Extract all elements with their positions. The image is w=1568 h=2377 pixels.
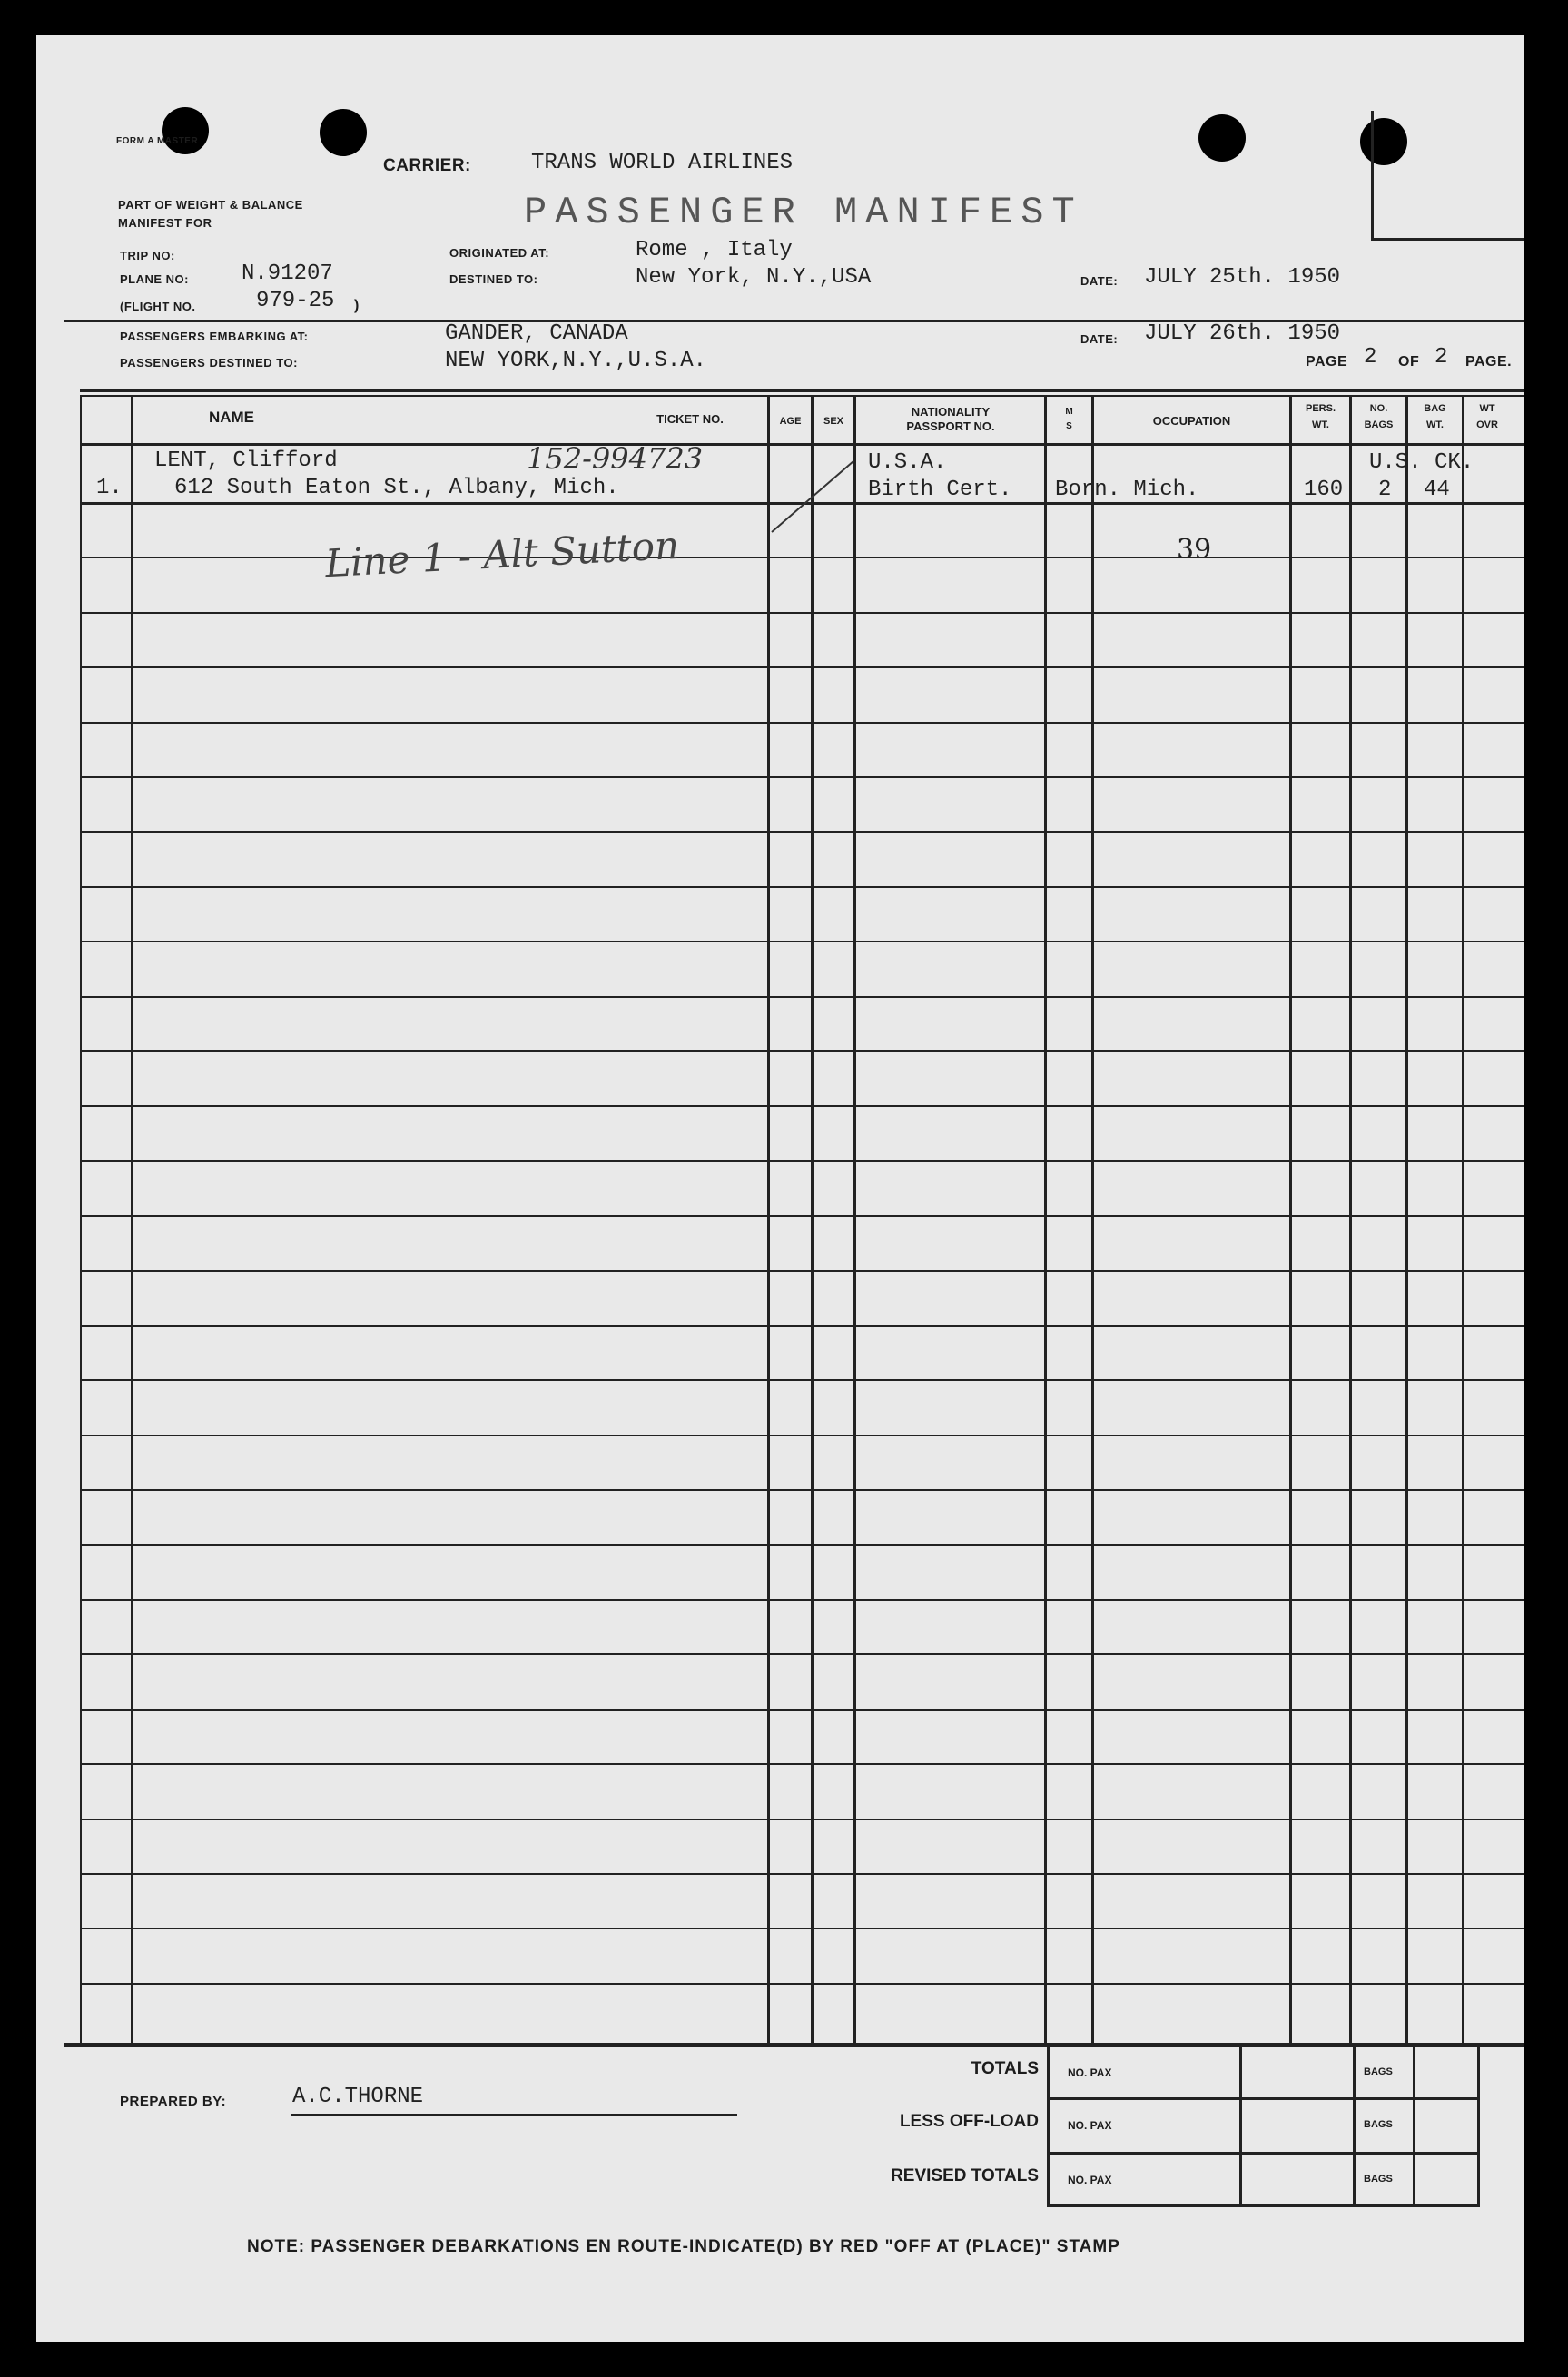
ticket-number: 152-994723 [527, 441, 704, 476]
occupation-value: Born. Mich. [1055, 478, 1199, 502]
col-header-pers: PERS. [1305, 403, 1336, 414]
no-pax-label: NO. PAX [1068, 2174, 1112, 2186]
passenger-address: 612 South Eaton St., Albany, Mich. [174, 476, 619, 500]
header-row-bottom [80, 443, 1524, 446]
bag-wt-value: 44 [1424, 478, 1450, 502]
col-header-age: AGE [779, 416, 802, 427]
page-suffix-label: PAGE. [1465, 354, 1513, 370]
table-row-line [80, 1819, 1524, 1820]
table-row-line [80, 1379, 1524, 1381]
totals-row-line [1047, 2204, 1480, 2207]
table-row-line [80, 1763, 1524, 1765]
col-divider [1349, 395, 1352, 2043]
table-row-line [80, 1270, 1524, 1272]
flight-value: 979-25 [256, 289, 335, 313]
col-header-bags: NO. [1369, 403, 1388, 414]
carrier-value: TRANS WORLD AIRLINES [531, 151, 794, 175]
table-row-line [80, 722, 1524, 724]
table-row-line [80, 886, 1524, 888]
col-header-passport: PASSPORT NO. [906, 419, 995, 433]
nationality-value: U.S.A. [868, 450, 947, 475]
table-row-line [80, 1599, 1524, 1601]
col-divider [811, 395, 814, 2043]
col-header-ticket: TICKET NO. [656, 412, 724, 426]
col-divider [767, 395, 770, 2043]
plane-label: PLANE NO: [120, 272, 189, 286]
totals-divider [1047, 2043, 1050, 2206]
part-of-label: PART OF WEIGHT & BALANCE [118, 198, 303, 212]
col-divider [1289, 395, 1292, 2043]
col-header-wtovr-2: OVR [1476, 419, 1498, 430]
passport-value: Birth Cert. [868, 478, 1012, 502]
carrier-label: CARRIER: [383, 156, 471, 175]
embarking-label: PASSENGERS EMBARKING AT: [120, 330, 309, 343]
destined-value: New York, N.Y.,USA [636, 265, 872, 290]
punch-hole-2 [320, 109, 367, 156]
totals-row-line [1047, 2152, 1480, 2155]
customs-mark: U.S. CK. [1369, 450, 1474, 475]
table-row-line [80, 1160, 1524, 1162]
handwritten-note: Line 1 - Alt Sutton [323, 522, 681, 587]
col-divider [131, 395, 133, 2043]
flight-label-close: ) [354, 298, 360, 313]
col-divider [853, 395, 856, 2043]
totals-label: TOTALS [971, 2059, 1039, 2078]
table-row-line [80, 831, 1524, 833]
col-divider [1091, 395, 1094, 2043]
destined-to-label: PASSENGERS DESTINED TO: [120, 356, 298, 370]
col-header-occupation: OCCUPATION [1152, 414, 1231, 428]
page-corner-mark [1371, 111, 1524, 241]
manifest-sheet [36, 35, 1524, 2342]
table-row-line [80, 1435, 1524, 1436]
table-row-line [80, 612, 1524, 614]
bags-label: BAGS [1364, 2066, 1393, 2077]
table-top-line-2 [80, 395, 1524, 397]
date-value: JULY 25th. 1950 [1144, 265, 1341, 290]
col-header-nationality: NATIONALITY [911, 405, 991, 419]
plane-value: N.91207 [242, 261, 333, 286]
totals-divider [1239, 2043, 1242, 2206]
page-label: PAGE [1306, 354, 1348, 370]
col-header-bagwt: BAG [1424, 403, 1446, 414]
bags-value: 2 [1378, 478, 1392, 502]
table-row-line [80, 1653, 1524, 1655]
col-header-bags-2: BAGS [1364, 419, 1394, 430]
date2-value: JULY 26th. 1950 [1144, 321, 1341, 346]
revised-totals-label: REVISED TOTALS [891, 2166, 1039, 2185]
table-row-line [80, 1544, 1524, 1546]
offload-label: LESS OFF-LOAD [899, 2112, 1039, 2131]
col-header-ms-s: S [1066, 421, 1072, 431]
table-top-line [80, 389, 1524, 392]
bags-label: BAGS [1364, 2119, 1393, 2130]
table-row-line [80, 1325, 1524, 1327]
col-header-sex: SEX [823, 416, 843, 427]
footer-note: NOTE: PASSENGER DEBARKATIONS EN ROUTE-INDICATE(D) BY RED "OFF AT (PLACE)" STAMP [247, 2237, 1120, 2256]
manifest-for-label: MANIFEST FOR [118, 216, 212, 230]
page-total: 2 [1435, 345, 1448, 370]
punch-hole-3 [1198, 114, 1246, 162]
form-label: FORM A MASTER [116, 136, 199, 146]
col-header-wtovr: WT [1479, 403, 1495, 414]
table-row-line [80, 776, 1524, 778]
totals-divider [1477, 2043, 1480, 2206]
originated-label: ORIGINATED AT: [449, 246, 550, 260]
destined-label: DESTINED TO: [449, 272, 538, 286]
table-row-line [80, 996, 1524, 998]
table-row-line [80, 1105, 1524, 1107]
page-number: 2 [1364, 345, 1377, 370]
prepared-by-value: A.C.THORNE [292, 2085, 424, 2109]
no-pax-label: NO. PAX [1068, 2119, 1112, 2132]
table-row-line [80, 1928, 1524, 1929]
signature-line [291, 2114, 737, 2116]
col-divider [1462, 395, 1464, 2043]
table-row-line [80, 666, 1524, 668]
embarking-value: GANDER, CANADA [445, 321, 628, 346]
table-row-line [80, 557, 1524, 558]
originated-value: Rome , Italy [636, 238, 793, 262]
col-divider [80, 395, 82, 2043]
table-row-line [80, 941, 1524, 942]
flight-label: (FLIGHT NO. [120, 300, 196, 313]
table-row-line [80, 1709, 1524, 1711]
trip-label: TRIP NO: [120, 249, 175, 262]
bags-label: BAGS [1364, 2174, 1393, 2185]
table-row-line [80, 1873, 1524, 1875]
totals-divider [1413, 2043, 1415, 2206]
prepared-by-label: PREPARED BY: [120, 2094, 227, 2109]
totals-row-line [1047, 2097, 1480, 2100]
stamp-number: 39 [1177, 534, 1212, 566]
table-row-line [80, 1489, 1524, 1491]
col-header-bagwt-2: WT. [1426, 419, 1444, 430]
page-of-label: OF [1398, 354, 1420, 370]
page-title: PASSENGER MANIFEST [524, 191, 1083, 234]
col-divider [1044, 395, 1047, 2043]
passenger-number: 1. [96, 476, 123, 500]
destined-to-value: NEW YORK,N.Y.,U.S.A. [445, 349, 707, 373]
col-header-pers-wt: WT. [1312, 419, 1329, 430]
table-row-line [80, 1050, 1524, 1052]
col-header-name: NAME [208, 409, 255, 426]
table-bottom-line [64, 2043, 1524, 2047]
passenger-name: LENT, Clifford [154, 449, 338, 473]
table-row-line [80, 1215, 1524, 1217]
age-sex-slash-icon [768, 449, 857, 536]
totals-divider [1353, 2043, 1356, 2206]
table-row-line [80, 1983, 1524, 1985]
date-label: DATE: [1080, 274, 1119, 288]
no-pax-label: NO. PAX [1068, 2066, 1112, 2079]
punch-hole-1 [162, 107, 209, 154]
pers-wt-value: 160 [1304, 478, 1344, 502]
col-header-ms-m: M [1065, 407, 1073, 417]
date2-label: DATE: [1080, 332, 1119, 346]
col-divider [1405, 395, 1408, 2043]
